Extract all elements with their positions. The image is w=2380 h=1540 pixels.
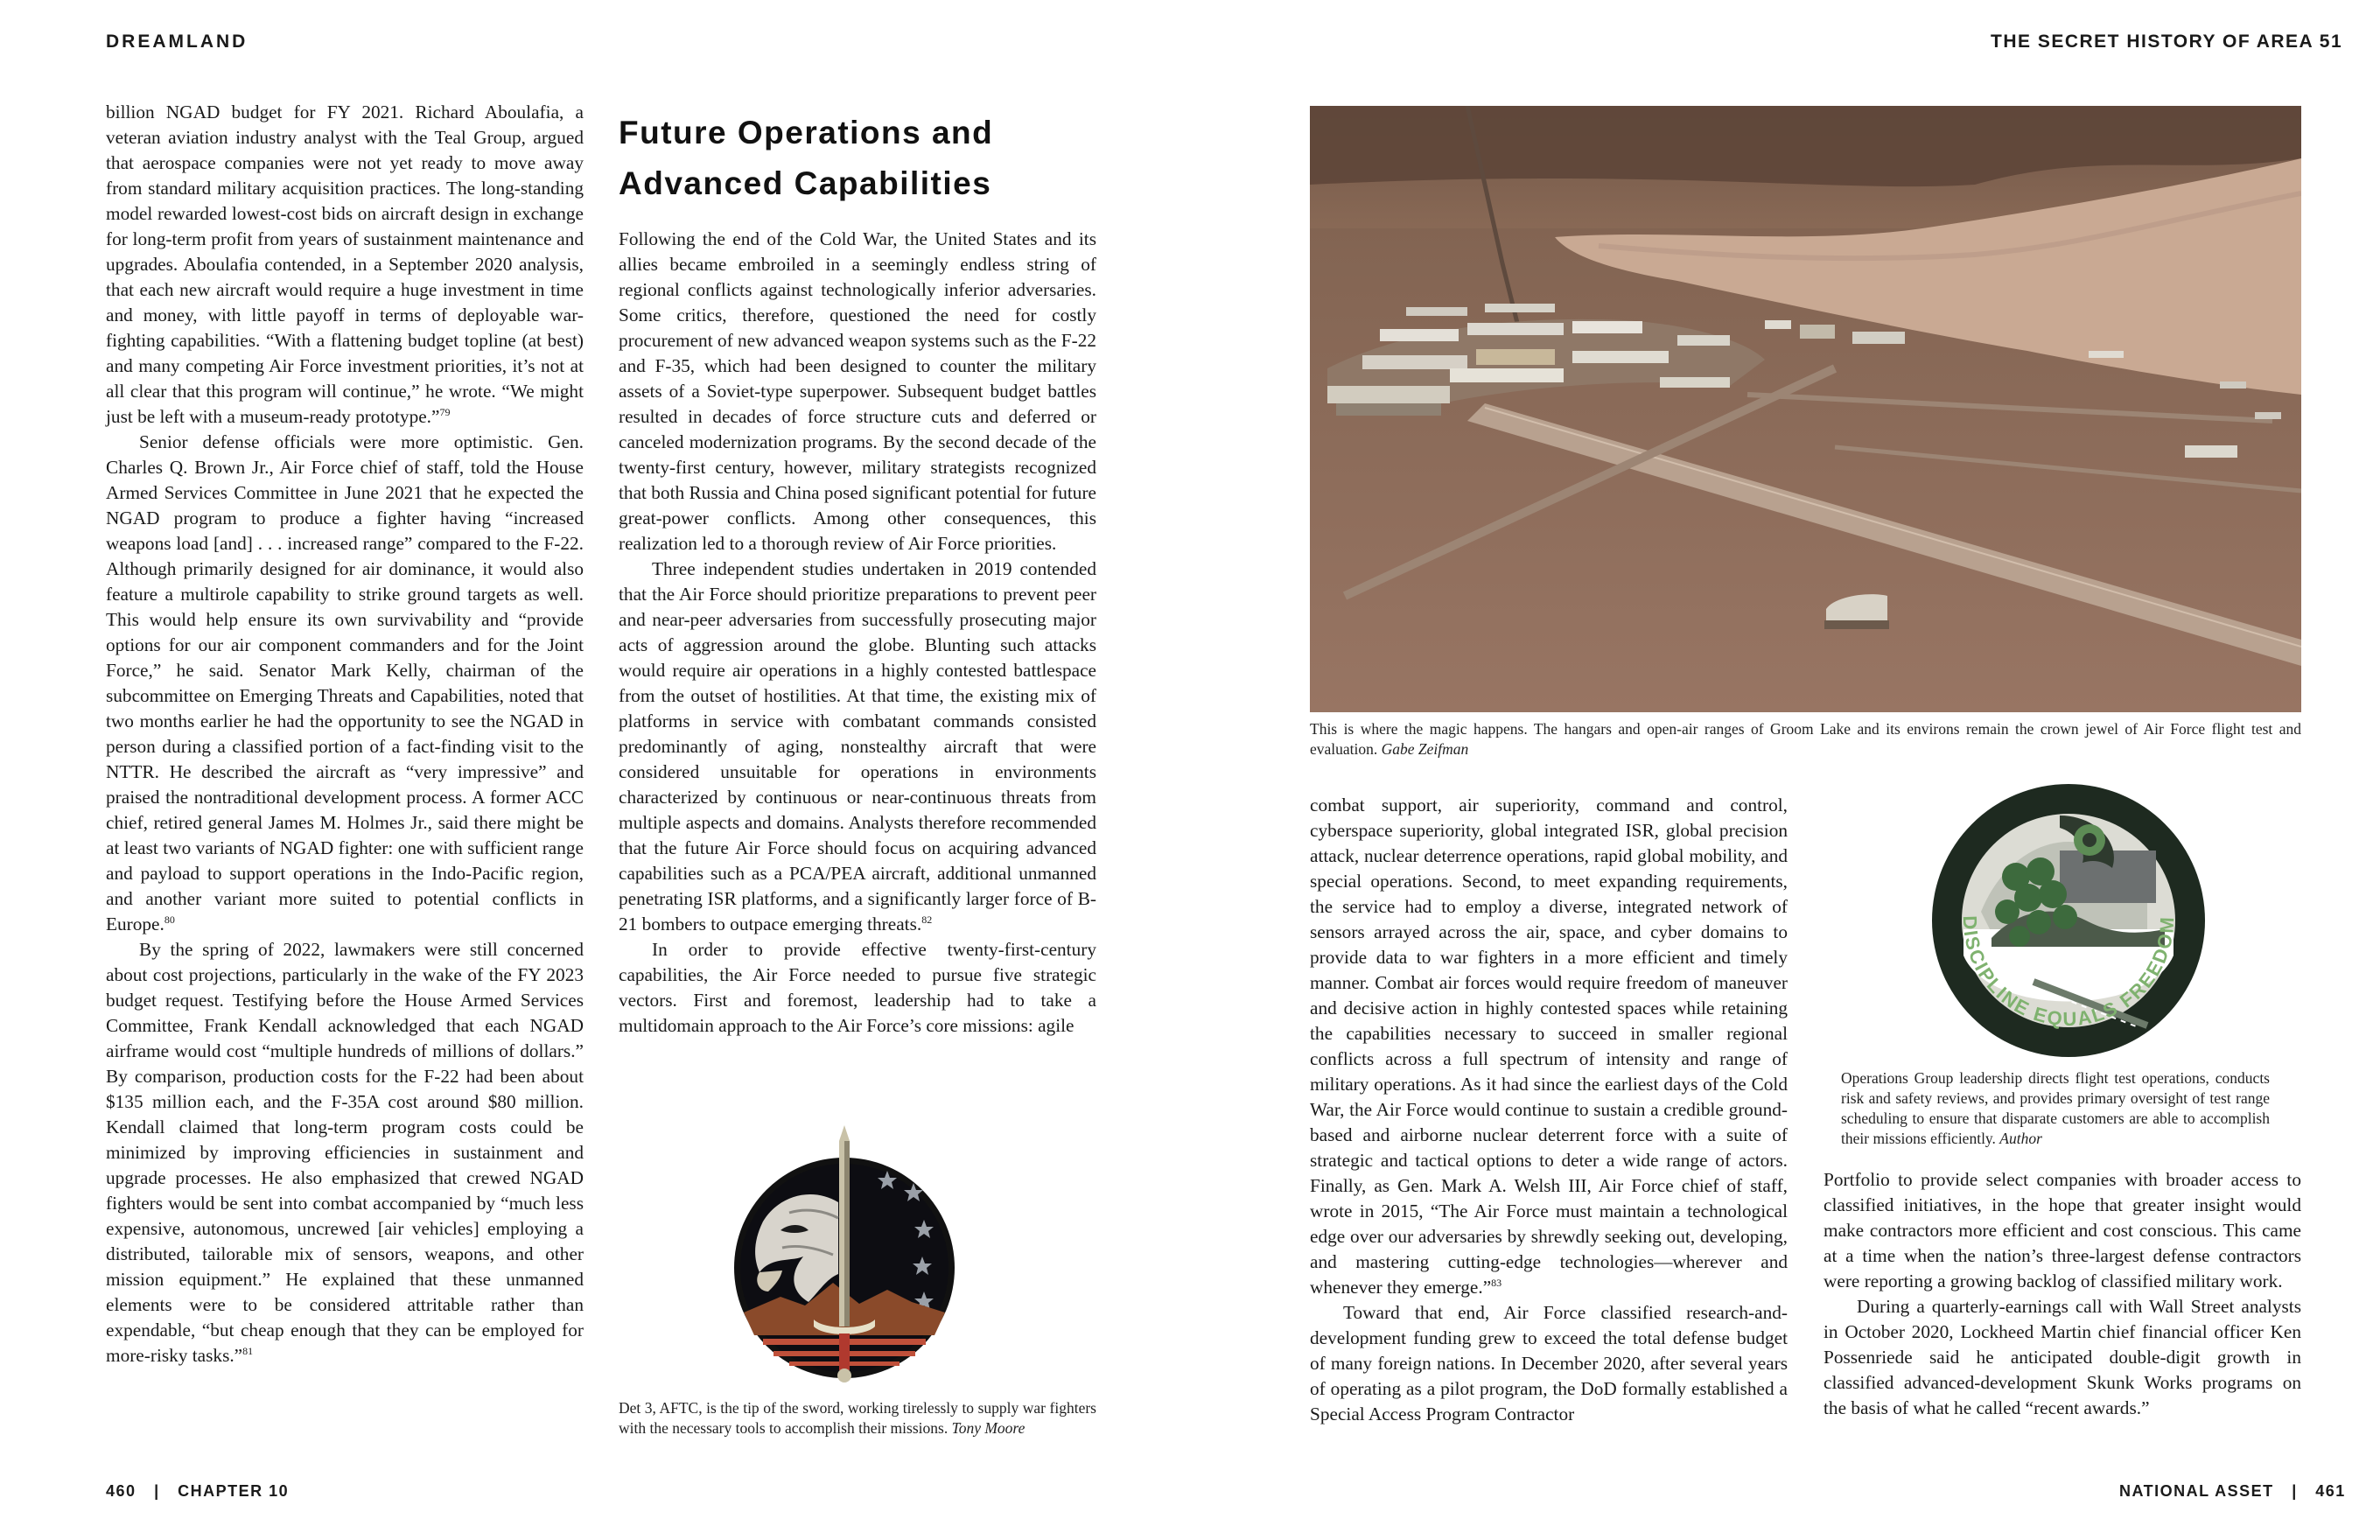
groom-lake-aerial-photo	[1310, 106, 2301, 712]
col2-paragraph-1: Following the end of the Cold War, the United States and its allies became embroiled in a seemingly endless string of regional conflicts against technologically inferior adversaries. Some critics, therefore, questioned the need for costly procurement of new advanced weapon systems such as the F-22 and F-35, which had been designed to counter the military assets of a Soviet-type superpower. Subsequent budget battles resulted in decades of force structure cuts and deferred or canceled modernization programs. By the second decade of the twenty-first century, however, military strategists recognized that both Russia and China posed significant potential for future great-power conflicts. Among other consequences, this realization led to a thorough review of Air Force priorities.	[619, 228, 1096, 554]
footer-separator-right: |	[2292, 1482, 2298, 1500]
operations-group-patch	[1928, 780, 2208, 1060]
col2-paragraph-2: Three independent studies undertaken in 2019 contended that the Air Force should prioritize preparations to prevent peer and near-peer adversaries from successfully prosecuting major acts of aggression around the globe. Blunting such attacks would require air operations in a highly contested battlespace from the outset of hostilities. At that time, the existing mix of platforms in service with combatant commands consisted predominantly of aging, nonstealthy aircraft that were considered unsuitable for operations in environments characterized by continuous or near-continuous threats from multiple aspects and domains. Analysts therefore recommended that the future Air Force should focus on acquiring advanced capabilities such as a PCA/PEA aircraft, additional unmanned penetrating ISR platforms, and a significantly larger force of B-21 bombers to outpace emerging threats.$^{82}$	[619, 558, 1096, 934]
footer-right	[2119, 1482, 2346, 1501]
running-header-right: THE SECRET HISTORY OF AREA 51	[1991, 32, 2343, 52]
col3-paragraph-2: Toward that end, Air Force classified research-and-development funding grew to exceed the total defense budget of many foreign nations. In December 2020, after several years of operating as a pilot program, the DoD formally established a Special Access Program Contractor	[1310, 1302, 1788, 1424]
section-heading: Future Operations and Advanced Capabilities	[619, 115, 994, 201]
chapter-label: CHAPTER 10	[178, 1482, 290, 1500]
col1-paragraph-3: By the spring of 2022, lawmakers were still concerned about cost projections, particularly in the wake of the FY 2023 budget request. Testifying before the House Armed Services Committee, Frank Kendall acknowledged that each NGAD airframe would cost “multiple hundreds of millions of dollars.” By comparison, production costs for the F-22 had been about $135 million each, and the F-35A cost around $80 million. Kendall claimed that long-term program costs could be minimized by improving efficiencies in sustainment and upgrade processes. He also emphasized that crewed NGAD fighters would be sent into combat accompanied by “much less expensive, autonomous, uncrewed [air vehicles] employing a distributed, tailorable mix of sensors, weapons, and other mission equipment.” He explained that these unmanned elements were to be considered attritable rather than expendable, “but cheap enough that they can be employed for more-risky tasks.”$^{81}$	[106, 939, 584, 1366]
caption-det3: Det 3, AFTC, is the tip of the sword, working tirelessly to supply war fighters with the necessary tools to accomplish their missions. Tony Moore	[619, 1399, 1096, 1437]
footer-left	[106, 1482, 289, 1501]
det3-patch-emblem	[728, 1125, 961, 1384]
col1-paragraph-1: billion NGAD budget for FY 2021. Richard Aboulafia, a veteran aviation industry analyst with the Teal Group, argued that aerospace companies were not yet ready to move away from standard military acquisition practices. The long-standing model rewarded lowest-cost bids on aircraft design in exchange for long-term profit from years of sustainment maintenance and upgrades. Aboulafia contended, in a September 2020 analysis, that each new aircraft would require a huge investment in time and money, with little payoff in terms of deployable war-fighting capabilities. “With a flattening budget topline (at best) and many competing Air Force investment priorities, it’s not at all clear that this program will continue,” he wrote. “We might just be left with a museum-ready prototype.”$^{79}$	[106, 102, 584, 427]
col1-paragraph-2: Senior defense officials were more optimistic. Gen. Charles Q. Brown Jr., Air Force chief of staff, told the House Armed Services Committee in June 2021 that he expected the NGAD program to produce a fighter having “increased weapons load [and] . . . increased range” compared to the F-22. Although primarily designed for air dominance, it would also feature a multirole capability to strike ground targets as well. This would help ensure its own survivability and “provide options for our air component commanders and for the Joint Force,” he said. Senator Mark Kelly, chairman of the subcommittee on Emerging Threats and Capabilities, noted that two months earlier he had the opportunity to see the NGAD in person during a classified portion of a fact-finding visit to the NTTR. He described the aircraft as “very impressive” and praised the nontraditional development process. A former ACC chief, retired general James M. Holmes Jr., said there might be at least two variants of NGAD fighter: one with sufficient range and payload to support operations in the Indo-Pacific region, and another variant more suited to potential conflicts in Europe.$^{80}$	[106, 431, 584, 934]
col4-paragraph-2: During a quarterly-earnings call with Wall Street analysts in October 2020, Lockheed Martin chief financial officer Ken Possenriede said he anticipated double-digit growth in classified advanced-development Skunk Works programs on the basis of what he called “recent awards.”	[1824, 1296, 2301, 1418]
caption-operations-group: Operations Group leadership directs flight test operations, conducts risk and safety reviews, and provides primary oversight of test range scheduling to ensure that disparate customers are able to accomplish their missions efficiently. Author	[1841, 1069, 2270, 1147]
footer-separator: |	[154, 1482, 160, 1500]
col2-paragraph-3: In order to provide effective twenty-first-century capabilities, the Air Force needed to pursue five strategic vectors. First and foremost, leadership had to take a multidomain approach to the Air Force’s core missions: agile	[619, 939, 1096, 1036]
chapter-title-label: NATIONAL ASSET	[2119, 1482, 2274, 1500]
col4-paragraph-1: Portfolio to provide select companies with broader access to classified initiatives, in the hope that greater insight would make contractors more efficient and cost conscious. This came at a time when the nation’s three-largest defense contractors were reporting a growing backlog of classified military work.	[1824, 1169, 2301, 1292]
column-4	[1824, 1167, 2301, 1421]
column-1	[106, 100, 584, 1368]
folio-left: 460	[106, 1482, 136, 1500]
column-3	[1310, 793, 1788, 1427]
patch-motto: DISCIPLINE EQUALS FREEDOM	[1958, 914, 2179, 1031]
column-2	[619, 108, 1096, 1039]
folio-right: 461	[2315, 1482, 2346, 1500]
running-header-left: DREAMLAND	[106, 32, 248, 52]
caption-photo: This is where the magic happens. The hangars and open-air ranges of Groom Lake and its environs remain the crown jewel of Air Force flight test and evaluation. Gabe Zeifman	[1310, 720, 2301, 758]
col3-paragraph-1: combat support, air superiority, command and control, cyberspace superiority, global integrated ISR, global precision attack, nuclear deterrence operations, rapid global mobility, and special operations. Second, to meet expanding requirements, the service had to employ a diverse, integrated network of sensors arrayed across the air, space, and cyber domains to provide data to war fighters in a more efficient and timely manner. Combat air forces would require freedom of maneuver and decisive action in highly contested spaces while retaining the capabilities necessary to succeed in smaller regional conflicts across a full spectrum of intensity and range of military operations. As it had since the earliest days of the Cold War, the Air Force would continue to sustain a credible ground-based and airborne nuclear deterrent force with a suite of strategic and tactical options to deter a wide range of actors. Finally, as Gen. Mark A. Welsh III, Air Force chief of staff, wrote in 2015, “The Air Force must maintain a technological edge over our adversaries by shrewdly seeking out, developing, and mastering cutting-edge technologies—wherever and whenever they emerge.”$^{83}$	[1310, 794, 1788, 1298]
